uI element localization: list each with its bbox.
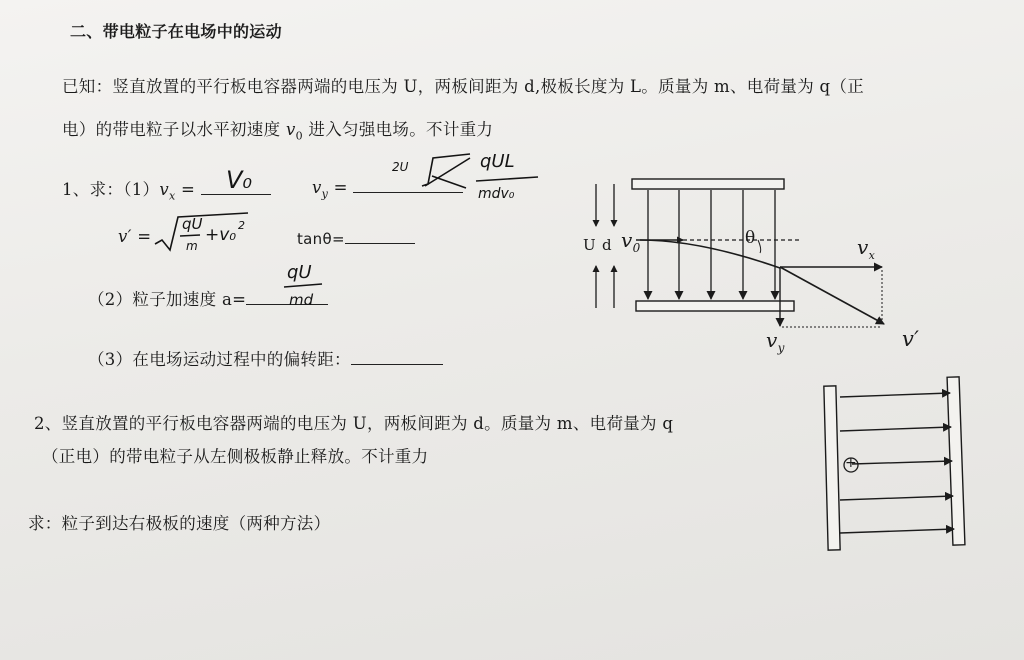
tan-label: tanθ= [297, 230, 345, 248]
given-line-1: 已知：竖直放置的平行板电容器两端的电压为 U，两板间距为 d,极板长度为 L。质量为 m、电荷量为 q（正 [62, 77, 865, 96]
vy-label: v [312, 178, 322, 197]
diagram1-v0-symbol: v [621, 228, 633, 252]
vx-label: v [159, 180, 169, 199]
diagram1-vy-symbol: v [766, 328, 778, 352]
vy-subscript: y [321, 187, 329, 201]
hw-vprime-denominator: m [186, 239, 198, 253]
diagram1-top-plate [632, 179, 784, 189]
diagram2-field-line [840, 393, 950, 397]
diagram1-vx-subscript: x [868, 249, 876, 262]
vprime-label: v′ = [118, 227, 152, 246]
diagram1-v0-subscript: 0 [632, 241, 641, 255]
diagram2-left-plate [824, 386, 840, 550]
hw-vy-fraction-bar [476, 177, 538, 181]
hw-vprime-numerator: qU [182, 215, 203, 233]
hw-vy-numerator: qUL [480, 151, 515, 172]
diagram1-vx-symbol: v [857, 235, 869, 259]
hw-vy-scratch: 2U [392, 160, 409, 174]
positive-charge-label: + [845, 455, 858, 471]
q1-part2: （2）粒子加速度 a= [88, 290, 247, 309]
hw-a-numerator: qU [287, 262, 312, 283]
diagram1-theta-label: θ [745, 228, 756, 248]
q1-intro: 1、求：（1） [62, 180, 160, 199]
q2-line-1: 2、竖直放置的平行板电容器两端的电压为 U，两板间距为 d。质量为 m、电荷量为 q [34, 414, 674, 433]
particle-trajectory [640, 240, 780, 268]
vx-equals: = [175, 180, 196, 199]
hw-vprime-fraction-bar [180, 235, 200, 236]
hw-a-fraction-bar [284, 284, 322, 287]
given-line-2-pre: 电）的带电粒子以水平初速度 [62, 120, 286, 139]
diagram2-field-line [840, 529, 954, 533]
hw-vprime-square: 2 [238, 219, 245, 232]
hw-a-denominator: md [289, 291, 314, 309]
hw-vx-answer: V₀ [226, 166, 253, 194]
hw-vprime-radical [155, 213, 248, 250]
v0-symbol: v [285, 120, 296, 139]
diagram2-field-line [840, 427, 951, 431]
diagram1-vy-subscript: y [777, 341, 785, 355]
vy-equals: = [328, 178, 348, 197]
given-line-2-post: 进入匀强电场。不计重力 [302, 120, 494, 139]
handwriting-strokes [155, 154, 538, 287]
vx-subscript: x [168, 189, 176, 203]
vprime-arrow [780, 267, 884, 324]
hw-vprime-plus-v0: +v₀ [205, 225, 237, 245]
v0-subscript: 0 [295, 129, 303, 143]
q1-part3: （3）在电场运动过程中的偏转距： [88, 350, 351, 369]
hw-vy-denominator: mdv₀ [478, 186, 515, 202]
q2-line-2: （正电）的带电粒子从左侧极板静止释放。不计重力 [42, 447, 429, 466]
diagram1-vprime-label: v′ [902, 327, 920, 351]
diagram2-field-line [840, 496, 953, 500]
diagram1-bottom-plate [636, 301, 794, 311]
diagram1-d-label: d [602, 236, 612, 254]
theta-arc [758, 240, 761, 253]
diagram2-field-line [852, 461, 952, 464]
diagram1-U-label: U [583, 236, 596, 254]
section-title: 二、带电粒子在电场中的运动 [70, 22, 282, 41]
q2-ask: 求：粒子到达右极板的速度（两种方法） [28, 514, 331, 533]
diagram1-capacitor [596, 179, 884, 327]
